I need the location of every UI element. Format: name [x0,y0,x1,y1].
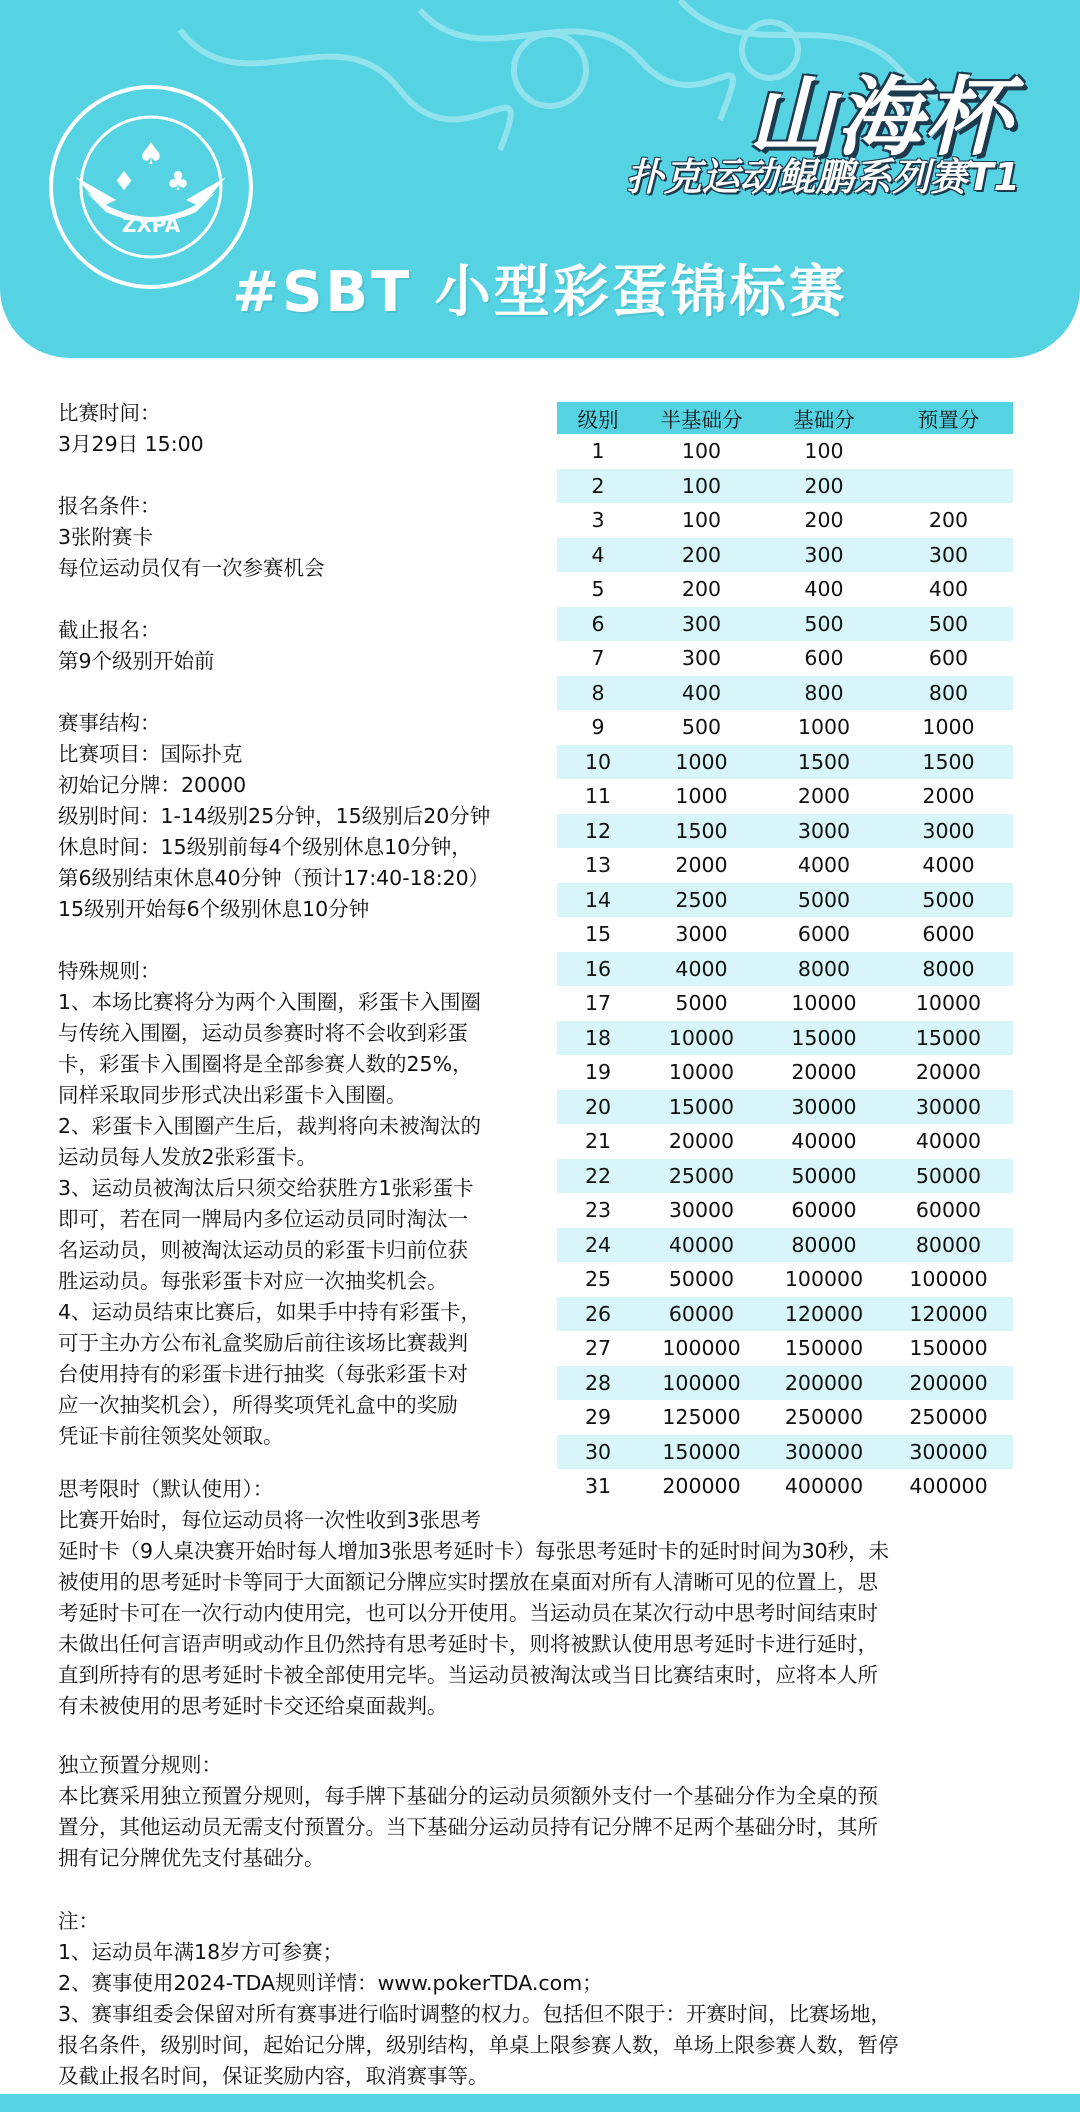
level-cell: 20 [557,1090,639,1125]
small-blind-cell: 300 [639,607,764,642]
small-blind-cell: 20000 [639,1124,764,1159]
svg-text:♠: ♠ [137,137,165,172]
blind-structure-table [557,402,1013,1504]
ante-cell: 6000 [884,917,1013,952]
table-row [557,1262,1013,1297]
big-blind-cell: 50000 [764,1159,884,1194]
bottom-bar [0,2094,1080,2112]
level-cell: 31 [557,1469,639,1504]
ante-cell: 800 [884,676,1013,711]
ante-cell: 300000 [884,1435,1013,1470]
ante-cell: 5000 [884,883,1013,918]
special-label: 特殊规则： [58,959,161,983]
big-blind-cell: 400 [764,572,884,607]
small-blind-cell: 125000 [639,1400,764,1435]
ante-cell: 200 [884,503,1013,538]
table-row [557,1055,1013,1090]
ante-cell [884,434,1013,469]
level-cell: 14 [557,883,639,918]
level-cell: 3 [557,503,639,538]
big-blind-cell: 30000 [764,1090,884,1125]
big-blind-cell: 8000 [764,952,884,987]
ante-text: 本比赛采用独立预置分规则，每手牌下基础分的运动员须额外支付一个基础分作为全桌的预 置分，其他运动员无需支付预置分。当下基础分运动员持有记分牌不足两个基础分时，其所 拥有记分牌优先支付基础分。 [58,1784,878,1870]
small-blind-cell: 150000 [639,1435,764,1470]
big-blind-cell: 150000 [764,1331,884,1366]
ante-cell: 15000 [884,1021,1013,1056]
big-blind-cell: 100000 [764,1262,884,1297]
notes-section [58,1906,1033,2092]
header-small-blind: 半基础分 [639,402,764,434]
deadline-value: 第9个级别开始前 [58,649,215,673]
special-rules-section [58,956,558,1452]
ante-cell: 250000 [884,1400,1013,1435]
big-blind-cell: 5000 [764,883,884,918]
tournament-info [58,398,558,1483]
level-cell: 19 [557,1055,639,1090]
notes-label: 注： [58,1909,99,1933]
level-cell: 8 [557,676,639,711]
entry-text: 3张附赛卡 每位运动员仅有一次参赛机会 [58,525,325,580]
level-cell: 4 [557,538,639,573]
table-row [557,538,1013,573]
big-blind-cell: 250000 [764,1400,884,1435]
ante-cell [884,469,1013,504]
level-cell: 16 [557,952,639,987]
big-blind-cell: 80000 [764,1228,884,1263]
ante-rule-section [58,1750,1033,1874]
small-blind-cell: 10000 [639,1055,764,1090]
small-blind-cell: 100 [639,469,764,504]
event-title: #SBT 小型彩蛋锦标赛 [232,260,848,325]
table-row [557,1159,1013,1194]
big-blind-cell: 60000 [764,1193,884,1228]
logo-abbr: ZXPA [121,213,181,237]
ante-cell: 60000 [884,1193,1013,1228]
brand-title: 山海杯 [748,68,1012,168]
level-cell: 7 [557,641,639,676]
think-text: 比赛开始时，每位运动员将一次性收到3张思考 延时卡（9人桌决赛开始时每人增加3张思考延时卡）每张思考延时卡的延时时间为30秒，未 被使用的思考延时卡等同于大面额记分牌应实时摆放在桌面对所有人清晰可见的位置上，思 考延时卡可在一次行动内使用完，也可以分开使用。当运动员在某次行动中思考时间结束时 未做出任何言语声明或动作且仍然持有思考延时卡，则将被默认使用思考延时卡进行延时， 直到所持有的思考延时卡被全部使用完毕。当运动员被淘汰或当日比赛结束时，应将本人所 有未被使用的思考延时卡交还给桌面裁判。 [58,1508,890,1718]
deadline-section [58,615,558,677]
table-row [557,1228,1013,1263]
big-blind-cell: 15000 [764,1021,884,1056]
ante-cell: 40000 [884,1124,1013,1159]
level-cell: 9 [557,710,639,745]
brand-subtitle: 扑克运动鲲鹏系列赛T1 [625,155,1020,199]
ante-cell: 2000 [884,779,1013,814]
level-cell: 28 [557,1366,639,1401]
small-blind-cell: 2000 [639,848,764,883]
header-level: 级别 [557,402,639,434]
table-row [557,676,1013,711]
small-blind-cell: 5000 [639,986,764,1021]
level-cell: 29 [557,1400,639,1435]
level-cell: 25 [557,1262,639,1297]
ante-cell: 600 [884,641,1013,676]
table-row [557,1400,1013,1435]
table-row [557,1297,1013,1332]
table-row [557,503,1013,538]
entry-label: 报名条件： [58,494,161,518]
small-blind-cell: 30000 [639,1193,764,1228]
small-blind-cell: 100 [639,503,764,538]
structure-label: 赛事结构： [58,711,161,735]
big-blind-cell: 6000 [764,917,884,952]
header-banner [0,0,1080,358]
small-blind-cell: 500 [639,710,764,745]
time-label: 比赛时间： [58,401,161,425]
ante-cell: 150000 [884,1331,1013,1366]
ante-cell: 20000 [884,1055,1013,1090]
ante-cell: 300 [884,538,1013,573]
small-blind-cell: 50000 [639,1262,764,1297]
table-row [557,779,1013,814]
ante-cell: 50000 [884,1159,1013,1194]
level-cell: 17 [557,986,639,1021]
ante-cell: 30000 [884,1090,1013,1125]
big-blind-cell: 2000 [764,779,884,814]
ante-cell: 100000 [884,1262,1013,1297]
level-cell: 18 [557,1021,639,1056]
small-blind-cell: 1000 [639,779,764,814]
big-blind-cell: 1000 [764,710,884,745]
time-value: 3月29日 15:00 [58,432,204,456]
think-label: 思考限时（默认使用）： [58,1477,274,1501]
table-row [557,814,1013,849]
table-row [557,1193,1013,1228]
level-cell: 13 [557,848,639,883]
small-blind-cell: 10000 [639,1021,764,1056]
table-row [557,917,1013,952]
table-row [557,986,1013,1021]
table-row [557,848,1013,883]
table-row [557,710,1013,745]
svg-text:♣: ♣ [166,167,190,197]
structure-text: 比赛项目：国际扑克 初始记分牌：20000 级别时间：1-14级别25分钟，15级别后20分钟 休息时间：15级别前每4个级别休息10分钟， 第6级别结束休息40分钟（预计17:40-18:20） 15级别开始每6个级别休息10分钟 [58,742,491,921]
level-cell: 27 [557,1331,639,1366]
level-cell: 15 [557,917,639,952]
small-blind-cell: 100 [639,434,764,469]
level-cell: 6 [557,607,639,642]
small-blind-cell: 25000 [639,1159,764,1194]
big-blind-cell: 500 [764,607,884,642]
big-blind-cell: 3000 [764,814,884,849]
table-row [557,572,1013,607]
small-blind-cell: 2500 [639,883,764,918]
small-blind-cell: 1000 [639,745,764,780]
think-time-section [58,1474,1033,1722]
small-blind-cell: 200000 [639,1469,764,1504]
level-cell: 23 [557,1193,639,1228]
big-blind-cell: 300 [764,538,884,573]
big-blind-cell: 100 [764,434,884,469]
table-header-row [557,402,1013,434]
ante-cell: 120000 [884,1297,1013,1332]
big-blind-cell: 400000 [764,1469,884,1504]
table-body [557,434,1013,1504]
table-row [557,1366,1013,1401]
big-blind-cell: 10000 [764,986,884,1021]
ante-cell: 500 [884,607,1013,642]
table-row [557,1435,1013,1470]
big-blind-cell: 120000 [764,1297,884,1332]
table-row [557,1331,1013,1366]
small-blind-cell: 200 [639,572,764,607]
ante-cell: 200000 [884,1366,1013,1401]
deadline-label: 截止报名： [58,618,161,642]
level-cell: 5 [557,572,639,607]
notes-text: 1、运动员年满18岁方可参赛； 2、赛事使用2024-TDA规则详情：www.pokerTDA.com； 3、赛事组委会保留对所有赛事进行临时调整的权力。包括但不限于：开赛时间，比赛场地， 报名条件，级别时间，起始记分牌，级别结构，单桌上限参赛人数，单场上限参赛人数，暂停 及截止报名时间，保证奖励内容，取消赛事等。 [58,1940,899,2088]
ante-cell: 1000 [884,710,1013,745]
special-text: 1、本场比赛将分为两个入围圈，彩蛋卡入围圈 与传统入围圈，运动员参赛时将不会收到彩蛋 卡，彩蛋卡入围圈将是全部参赛人数的25%， 同样采取同步形式决出彩蛋卡入围圈。 2、彩蛋卡入围圈产生后，裁判将向未被淘汰的 运动员每人发放2张彩蛋卡。 3、运动员被淘汰后只须交给获胜方1张彩蛋卡 即可，若在同一牌局内多位运动员同时淘汰一 名运动员，则被淘汰运动员的彩蛋卡归前位获 胜运动员。每张彩蛋卡对应一次抽奖机会。 4、运动员结束比赛后，如果手中持有彩蛋卡， 可于主办方公布礼盒奖励后前往该场比赛裁判 台使用持有的彩蛋卡进行抽奖（每张彩蛋卡对 应一次抽奖机会），所得奖项凭礼盒中的奖励 凭证卡前往领奖处领取。 [58,990,482,1448]
big-blind-cell: 200000 [764,1366,884,1401]
entry-section [58,491,558,584]
level-cell: 1 [557,434,639,469]
ante-cell: 1500 [884,745,1013,780]
ante-cell: 8000 [884,952,1013,987]
big-blind-cell: 1500 [764,745,884,780]
svg-text:♦: ♦ [112,167,136,197]
small-blind-cell: 200 [639,538,764,573]
big-blind-cell: 20000 [764,1055,884,1090]
small-blind-cell: 300 [639,641,764,676]
level-cell: 10 [557,745,639,780]
big-blind-cell: 4000 [764,848,884,883]
table-row [557,952,1013,987]
big-blind-cell: 300000 [764,1435,884,1470]
ante-cell: 10000 [884,986,1013,1021]
header-big-blind: 基础分 [764,402,884,434]
table-row [557,883,1013,918]
table-row [557,641,1013,676]
small-blind-cell: 1500 [639,814,764,849]
ante-cell: 400000 [884,1469,1013,1504]
level-cell: 26 [557,1297,639,1332]
table-row [557,607,1013,642]
time-section [58,398,558,460]
ante-cell: 3000 [884,814,1013,849]
ante-label: 独立预置分规则： [58,1753,222,1777]
big-blind-cell: 200 [764,503,884,538]
big-blind-cell: 600 [764,641,884,676]
small-blind-cell: 15000 [639,1090,764,1125]
small-blind-cell: 4000 [639,952,764,987]
level-cell: 21 [557,1124,639,1159]
level-cell: 2 [557,469,639,504]
level-cell: 22 [557,1159,639,1194]
small-blind-cell: 100000 [639,1366,764,1401]
small-blind-cell: 3000 [639,917,764,952]
table-row [557,469,1013,504]
big-blind-cell: 800 [764,676,884,711]
level-cell: 24 [557,1228,639,1263]
ante-cell: 400 [884,572,1013,607]
table-row [557,745,1013,780]
table-row [557,434,1013,469]
ante-cell: 4000 [884,848,1013,883]
header-ante: 预置分 [884,402,1013,434]
small-blind-cell: 40000 [639,1228,764,1263]
small-blind-cell: 400 [639,676,764,711]
level-cell: 11 [557,779,639,814]
big-blind-cell: 200 [764,469,884,504]
table-row [557,1090,1013,1125]
big-blind-cell: 40000 [764,1124,884,1159]
small-blind-cell: 100000 [639,1331,764,1366]
table-row [557,1021,1013,1056]
small-blind-cell: 60000 [639,1297,764,1332]
table-row [557,1124,1013,1159]
structure-section [58,708,558,925]
ante-cell: 80000 [884,1228,1013,1263]
level-cell: 30 [557,1435,639,1470]
level-cell: 12 [557,814,639,849]
